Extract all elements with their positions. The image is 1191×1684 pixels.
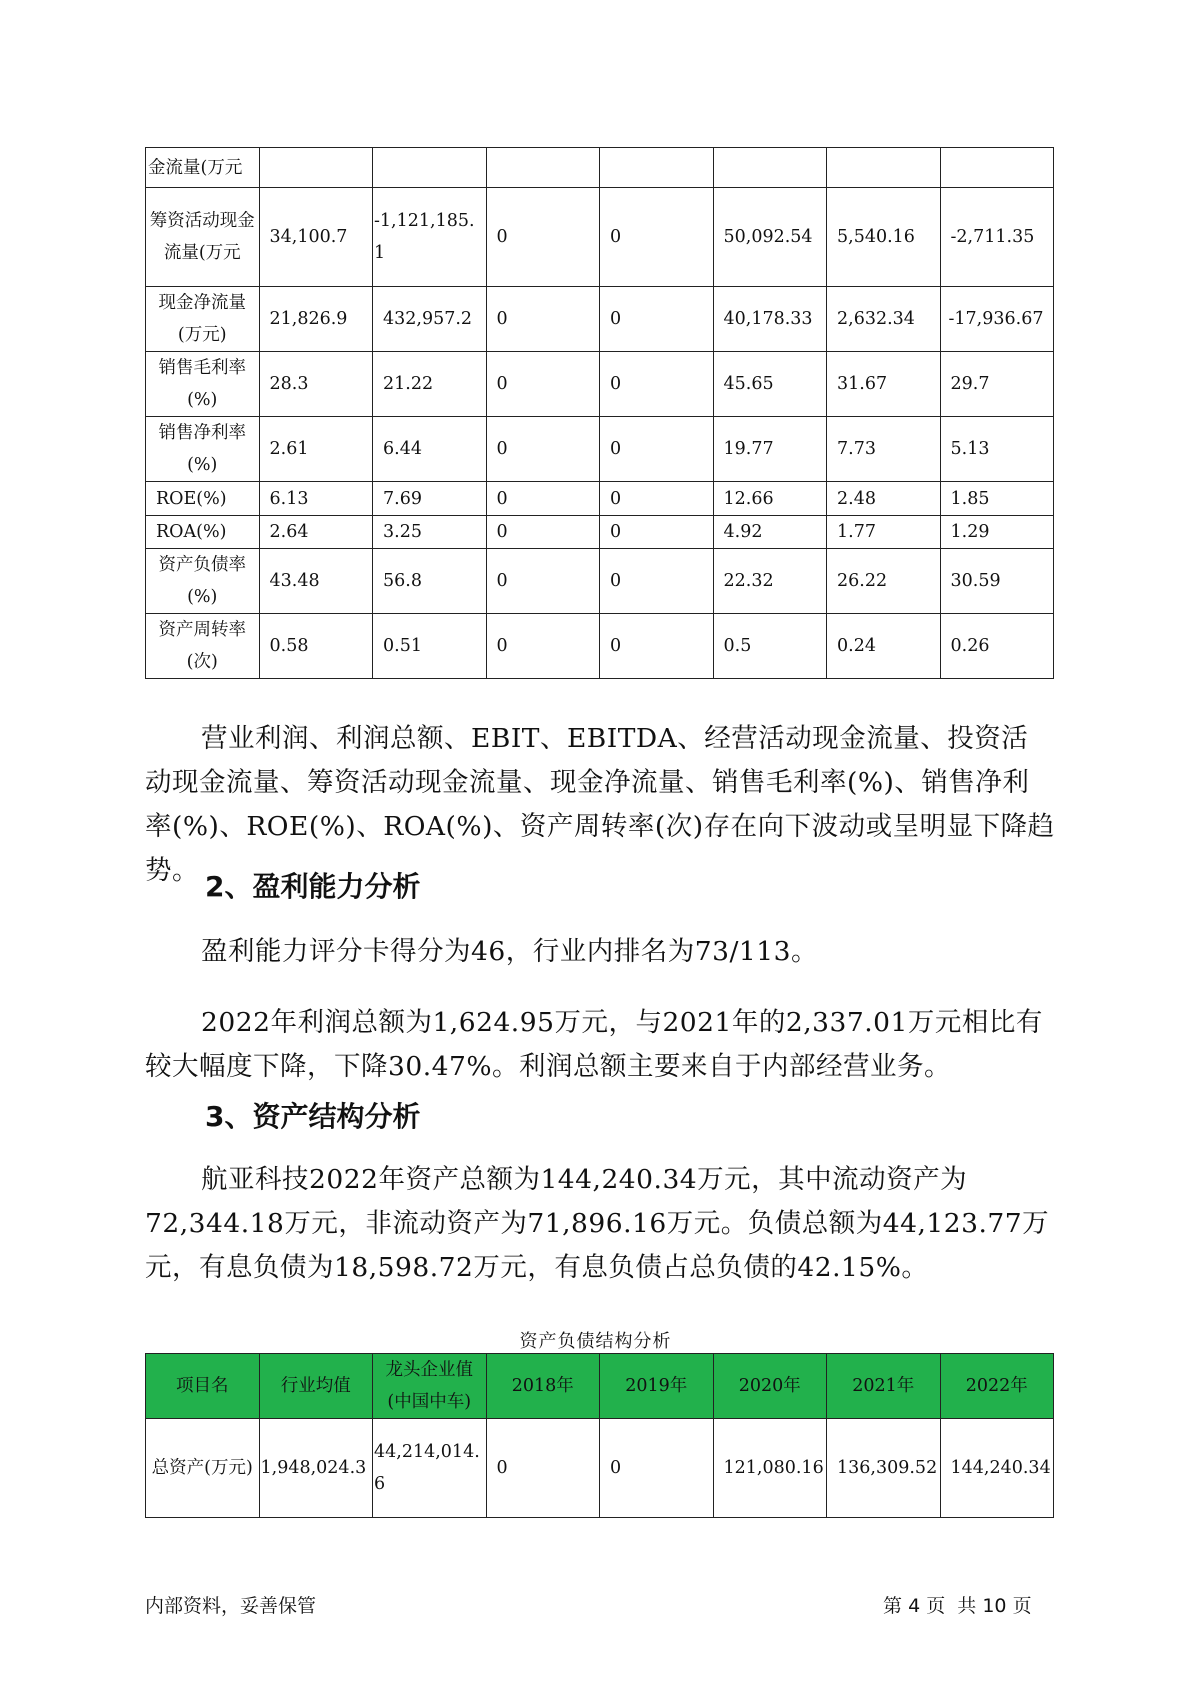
asset-structure-paragraph: 航亚科技2022年资产总额为144,240.34万元，其中流动资产为72,344.18万元，非流动资产为71,896.16万元。负债总额为44,123.77万元，有息负债为18,598.72万元，有息负债占总负债的42.15%。 bbox=[145, 1164, 1050, 1283]
table-cell bbox=[486, 148, 600, 188]
table-cell: 0 bbox=[486, 516, 600, 549]
table-row bbox=[146, 549, 1054, 614]
table-cell: 0 bbox=[486, 352, 600, 417]
table-cell: 0 bbox=[486, 417, 600, 482]
table-cell: 7.69 bbox=[373, 482, 487, 516]
row-label: 销售净利率(%) bbox=[146, 417, 260, 482]
table-cell: 43.48 bbox=[259, 549, 373, 614]
table-cell: 1,948,024.3 bbox=[259, 1419, 373, 1518]
table-cell: 0 bbox=[600, 1419, 714, 1518]
row-label: 资产负债率(%) bbox=[146, 549, 260, 614]
table-cell: 0 bbox=[486, 482, 600, 516]
table-cell: 40,178.33 bbox=[713, 287, 827, 352]
financial-metrics-table bbox=[145, 147, 1054, 679]
table-cell: 5.13 bbox=[940, 417, 1054, 482]
footer-confidential-note: 内部资料，妥善保管 bbox=[145, 1595, 317, 1617]
table-cell: 0.5 bbox=[713, 614, 827, 679]
table-cell bbox=[827, 148, 941, 188]
table-cell: 28.3 bbox=[259, 352, 373, 417]
table-cell: 0 bbox=[600, 482, 714, 516]
table-cell: 144,240.34 bbox=[940, 1419, 1054, 1518]
section-heading-profitability: 2、盈利能力分析 bbox=[205, 870, 421, 903]
table-cell: 6.13 bbox=[259, 482, 373, 516]
table-cell: 29.7 bbox=[940, 352, 1054, 417]
table-cell: 12.66 bbox=[713, 482, 827, 516]
row-label: 现金净流量(万元) bbox=[146, 287, 260, 352]
table-cell: 50,092.54 bbox=[713, 188, 827, 287]
table-cell: 2.48 bbox=[827, 482, 941, 516]
section-heading-asset-structure: 3、资产结构分析 bbox=[205, 1100, 421, 1133]
table-row bbox=[146, 614, 1054, 679]
table-cell: 0 bbox=[600, 549, 714, 614]
table-cell bbox=[600, 148, 714, 188]
page-suffix: 页 bbox=[1012, 1595, 1032, 1617]
table-row bbox=[146, 287, 1054, 352]
column-header: 2020年 bbox=[713, 1354, 827, 1419]
table-cell: 44,214,014.6 bbox=[373, 1419, 487, 1518]
table-cell bbox=[713, 148, 827, 188]
row-label: 资产周转率(次) bbox=[146, 614, 260, 679]
page-current: 4 bbox=[908, 1595, 921, 1617]
table-cell: 121,080.16 bbox=[713, 1419, 827, 1518]
table-cell: 22.32 bbox=[713, 549, 827, 614]
table-cell: 0.26 bbox=[940, 614, 1054, 679]
table-cell: 0 bbox=[600, 287, 714, 352]
row-label: 筹资活动现金流量(万元 bbox=[146, 188, 260, 287]
table-cell: 2,632.34 bbox=[827, 287, 941, 352]
table-cell: 21.22 bbox=[373, 352, 487, 417]
row-label: ROE(%) bbox=[146, 482, 260, 516]
table-cell: -1,121,185.1 bbox=[373, 188, 487, 287]
table-cell: 0 bbox=[600, 352, 714, 417]
table-cell: 0 bbox=[486, 188, 600, 287]
page-prefix: 第 bbox=[883, 1595, 903, 1617]
table-cell: 4.92 bbox=[713, 516, 827, 549]
column-header: 2019年 bbox=[600, 1354, 714, 1419]
page-total: 10 bbox=[982, 1595, 1007, 1617]
table-header-row bbox=[146, 1354, 1054, 1419]
table-cell: 0.58 bbox=[259, 614, 373, 679]
table-cell: 0 bbox=[600, 516, 714, 549]
table-cell: 30.59 bbox=[940, 549, 1054, 614]
table-cell: 0.51 bbox=[373, 614, 487, 679]
table-cell: 34,100.7 bbox=[259, 188, 373, 287]
table-cell: 26.22 bbox=[827, 549, 941, 614]
table-cell: 5,540.16 bbox=[827, 188, 941, 287]
table-cell: 0 bbox=[486, 549, 600, 614]
table-cell: 432,957.2 bbox=[373, 287, 487, 352]
table-cell: -17,936.67 bbox=[940, 287, 1054, 352]
table-row bbox=[146, 516, 1054, 549]
table-cell: 21,826.9 bbox=[259, 287, 373, 352]
column-header: 2022年 bbox=[940, 1354, 1054, 1419]
table-cell: 136,309.52 bbox=[827, 1419, 941, 1518]
table-row bbox=[146, 417, 1054, 482]
table-cell: 1.29 bbox=[940, 516, 1054, 549]
column-header: 项目名 bbox=[146, 1354, 260, 1419]
table-row bbox=[146, 148, 1054, 188]
table-cell: 7.73 bbox=[827, 417, 941, 482]
column-header: 龙头企业值(中国中车) bbox=[373, 1354, 487, 1419]
table-row bbox=[146, 352, 1054, 417]
table-cell: 0 bbox=[486, 287, 600, 352]
table-caption: 资产负债结构分析 bbox=[519, 1331, 672, 1352]
table-cell: 3.25 bbox=[373, 516, 487, 549]
table-cell: 19.77 bbox=[713, 417, 827, 482]
column-header: 2021年 bbox=[827, 1354, 941, 1419]
trend-summary-paragraph: 营业利润、利润总额、EBIT、EBITDA、经营活动现金流量、投资活动现金流量、筹资活动现金流量、现金净流量、销售毛利率(%)、销售净利率(%)、ROE(%)、ROA(%)、资产周转率(次)存在向下波动或呈明显下降趋势。 bbox=[145, 723, 1055, 886]
table-cell: 45.65 bbox=[713, 352, 827, 417]
row-label: 金流量(万元 bbox=[146, 148, 260, 188]
row-label: 总资产(万元) bbox=[146, 1419, 260, 1518]
row-label: 销售毛利率(%) bbox=[146, 352, 260, 417]
table-cell: 2.64 bbox=[259, 516, 373, 549]
page-indicator bbox=[883, 1591, 1032, 1618]
table-cell: 1.85 bbox=[940, 482, 1054, 516]
table-cell bbox=[373, 148, 487, 188]
table-cell: 0 bbox=[486, 614, 600, 679]
table-row bbox=[146, 188, 1054, 287]
balance-structure-table bbox=[145, 1353, 1054, 1518]
table-row bbox=[146, 482, 1054, 516]
table-cell: 0 bbox=[600, 188, 714, 287]
column-header: 行业均值 bbox=[259, 1354, 373, 1419]
table-cell: 31.67 bbox=[827, 352, 941, 417]
table-cell: 2.61 bbox=[259, 417, 373, 482]
profitability-score-paragraph: 盈利能力评分卡得分为46，行业内排名为73/113。 bbox=[201, 936, 818, 967]
table-cell: -2,711.35 bbox=[940, 188, 1054, 287]
table-cell: 0.24 bbox=[827, 614, 941, 679]
profit-total-paragraph: 2022年利润总额为1,624.95万元，与2021年的2,337.01万元相比有较大幅度下降，下降30.47%。利润总额主要来自于内部经营业务。 bbox=[145, 1007, 1043, 1082]
column-header: 2018年 bbox=[486, 1354, 600, 1419]
page-mid: 页 共 bbox=[926, 1595, 977, 1617]
table-cell: 6.44 bbox=[373, 417, 487, 482]
table-cell: 0 bbox=[486, 1419, 600, 1518]
table-cell: 56.8 bbox=[373, 549, 487, 614]
table-cell bbox=[940, 148, 1054, 188]
table-row bbox=[146, 1419, 1054, 1518]
table-cell bbox=[259, 148, 373, 188]
table-cell: 1.77 bbox=[827, 516, 941, 549]
table-cell: 0 bbox=[600, 614, 714, 679]
row-label: ROA(%) bbox=[146, 516, 260, 549]
table-cell: 0 bbox=[600, 417, 714, 482]
